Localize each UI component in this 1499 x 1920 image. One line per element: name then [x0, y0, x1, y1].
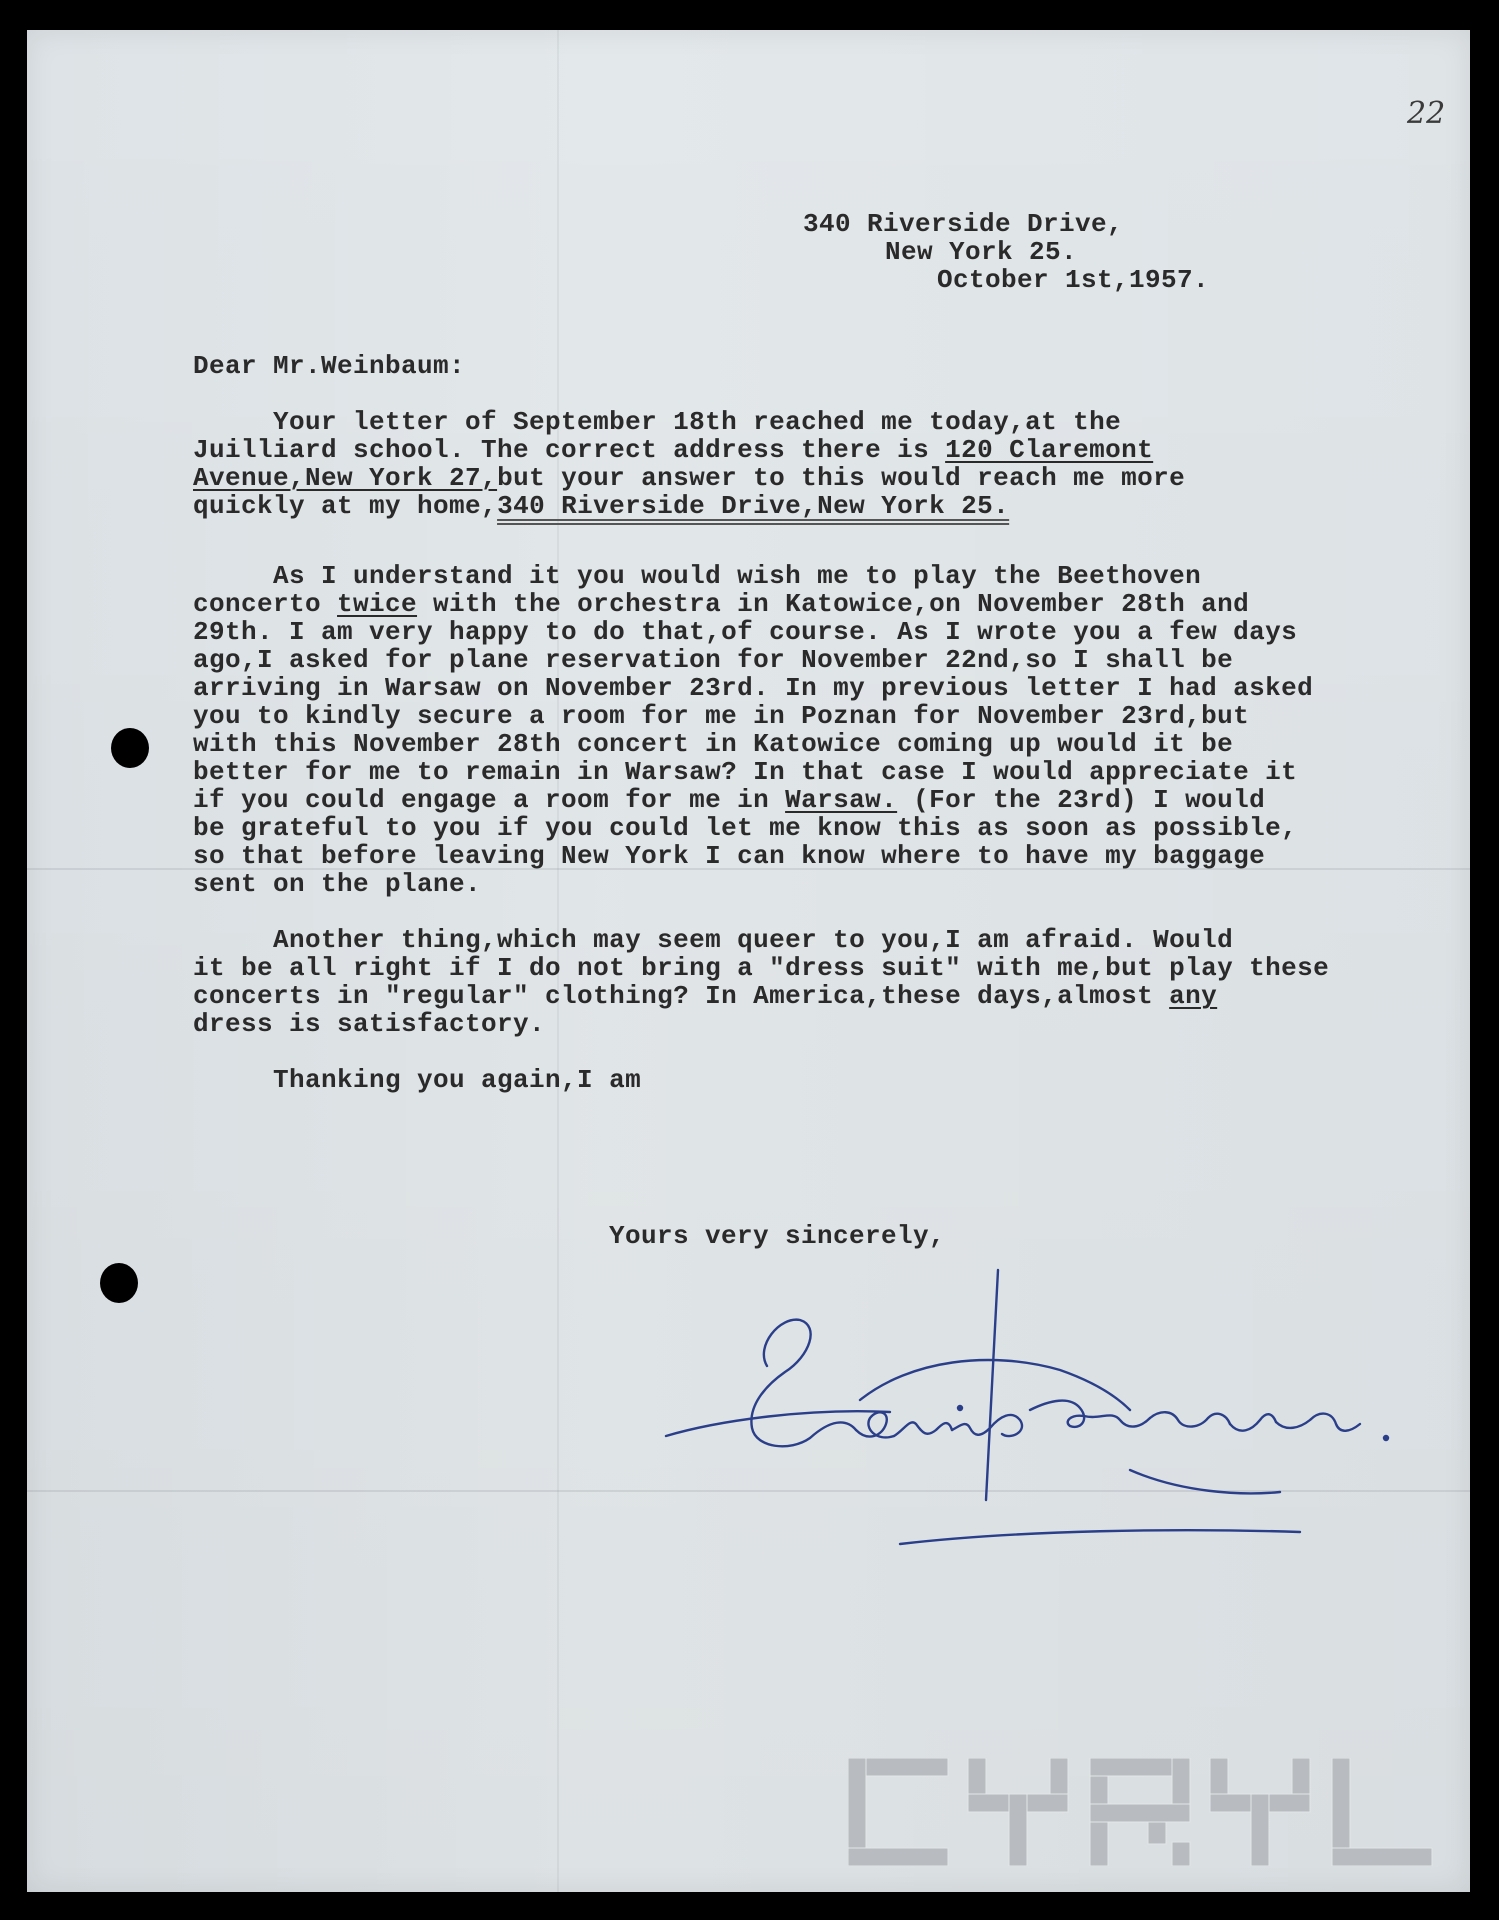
- salutation: Dear Mr.Weinbaum:: [193, 351, 466, 381]
- paragraph-2-line: be grateful to you if you could let me know this as soon as possible,: [193, 813, 1298, 843]
- paragraph-2-line: As I understand it you would wish me to play the Beethoven: [193, 561, 1202, 591]
- paragraph-1-line: [193, 436, 1153, 464]
- paragraph-2-line: you to kindly secure a room for me in Poznan for November 23rd,but: [193, 701, 1250, 731]
- text-run: if you could engage a room for me in: [193, 785, 786, 815]
- paragraph-2-line: [193, 786, 1265, 814]
- letter-page: [27, 30, 1470, 1892]
- underlined-address: Avenue,New York 27,: [193, 463, 498, 493]
- paragraph-2-line: better for me to remain in Warsaw? In that case I would appreciate it: [193, 757, 1298, 787]
- paragraph-2-line: arriving in Warsaw on November 23rd. In my previous letter I had asked: [193, 673, 1314, 703]
- punch-hole: [100, 1263, 138, 1303]
- handwritten-signature: [660, 1260, 1420, 1590]
- punch-hole: [111, 728, 149, 768]
- address-line-1: 340 Riverside Drive,: [803, 209, 1124, 239]
- cyryl-watermark-logo: [848, 1758, 1448, 1866]
- text-run: with the orchestra in Katowice,on November 28th and: [417, 589, 1250, 619]
- paragraph-3-line: [193, 982, 1217, 1010]
- double-underlined-address: 340 Riverside Drive,New York 25.: [497, 491, 1010, 521]
- page-number: 22: [1407, 96, 1446, 131]
- text-run: concerts in "regular" clothing? In America,these days,almost: [193, 981, 1170, 1011]
- underlined-word: twice: [337, 589, 418, 619]
- paragraph-2-line: sent on the plane.: [193, 869, 482, 899]
- paragraph-2-line: ago,I asked for plane reservation for November 22nd,so I shall be: [193, 645, 1234, 675]
- paragraph-3-line: Another thing,which may seem queer to you,I am afraid. Would: [193, 925, 1234, 955]
- address-line-2: New York 25.: [885, 237, 1078, 267]
- paragraph-2-line: so that before leaving New York I can know where to have my baggage: [193, 841, 1266, 871]
- underlined-word: Warsaw.: [785, 785, 898, 815]
- letter-date: October 1st,1957.: [937, 265, 1210, 295]
- underlined-word: any: [1169, 981, 1218, 1011]
- valediction: Yours very sincerely,: [609, 1221, 946, 1251]
- text-run: quickly at my home,: [193, 491, 498, 521]
- paragraph-2-line: 29th. I am very happy to do that,of course. As I wrote you a few days: [193, 617, 1298, 647]
- paragraph-1-line: Your letter of September 18th reached me today,at the: [193, 407, 1122, 437]
- paragraph-2-line: with this November 28th concert in Katowice coming up would it be: [193, 729, 1234, 759]
- paragraph-3-line: dress is satisfactory.: [193, 1009, 546, 1039]
- paragraph-1-line: [193, 492, 1009, 520]
- paragraph-3-line: it be all right if I do not bring a "dress suit" with me,but play these: [193, 953, 1330, 983]
- underlined-address: 120 Claremont: [945, 435, 1154, 465]
- text-run: but your answer to this would reach me more: [497, 463, 1186, 493]
- paragraph-1-line: [193, 464, 1185, 492]
- text-run: Juilliard school. The correct address there is: [193, 435, 946, 465]
- text-run: (For the 23rd) I would: [897, 785, 1266, 815]
- closing-line: Thanking you again,I am: [193, 1065, 642, 1095]
- text-run: concerto: [193, 589, 338, 619]
- paragraph-2-line: [193, 590, 1249, 618]
